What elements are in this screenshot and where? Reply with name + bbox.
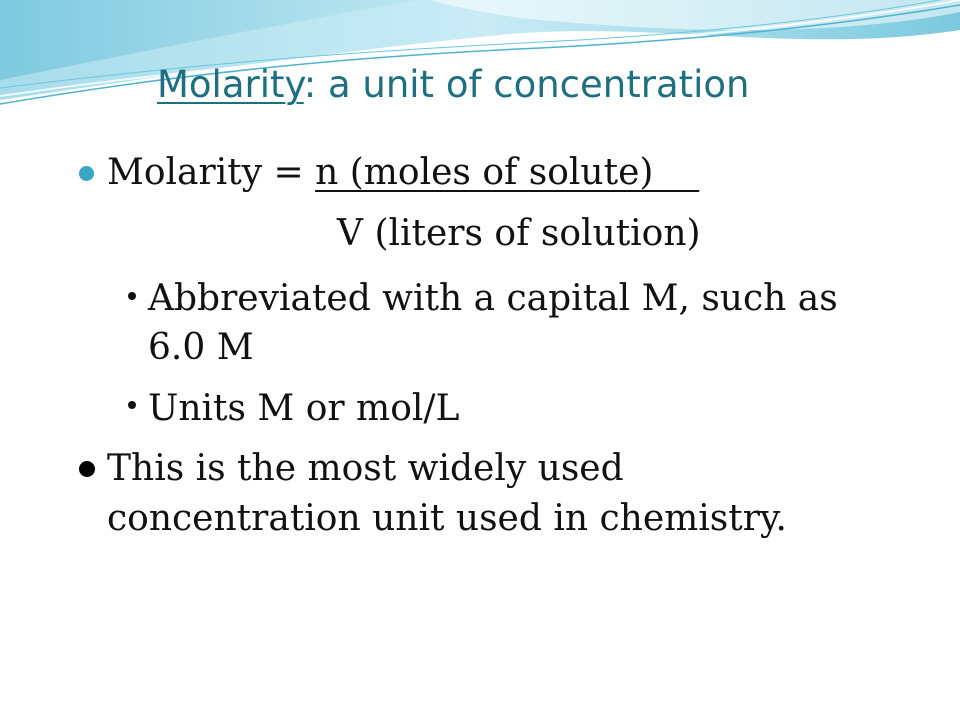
bullet-dot-icon xyxy=(79,461,95,477)
bullet-dot-icon xyxy=(79,166,94,181)
formula-denominator: V (liters of solution) xyxy=(337,213,701,254)
title-rest: : a unit of concentration xyxy=(303,63,750,106)
slide-title xyxy=(157,63,750,106)
formula-numerator: n (moles of solute) xyxy=(315,152,700,193)
sub-bullet-abbreviation-line2: 6.0 M xyxy=(148,327,254,368)
bullet-widely-used-line1: This is the most widely used xyxy=(107,448,624,489)
bullet-molarity-formula xyxy=(107,152,699,193)
sub-bullet-abbreviation-line1: Abbreviated with a capital M, such as xyxy=(148,278,838,319)
formula-prefix: Molarity = xyxy=(107,152,316,193)
title-link-molarity[interactable]: Molarity xyxy=(157,63,304,106)
sub-bullet-dot-icon xyxy=(128,292,136,300)
sub-bullet-units: Units M or mol/L xyxy=(148,388,460,429)
sub-bullet-dot-icon xyxy=(128,401,136,409)
bullet-widely-used-line2: concentration unit used in chemistry. xyxy=(107,498,787,539)
